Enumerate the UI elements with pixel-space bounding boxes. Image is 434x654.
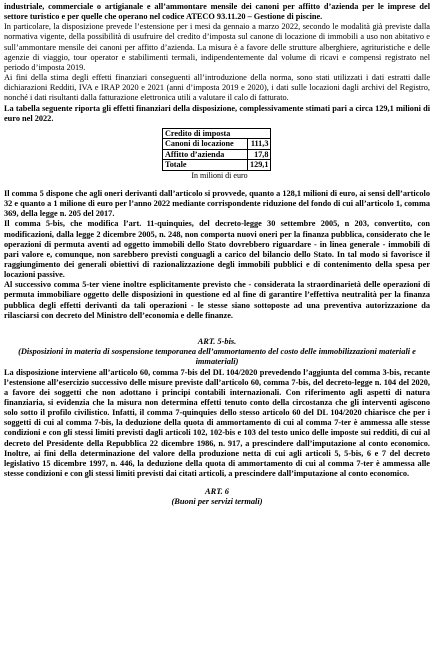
table-row-label: Affitto d’azienda [163, 149, 248, 160]
table-header-row [163, 128, 271, 139]
paragraph-comma-5-ter: Al successivo comma 5-ter viene inoltre esplicitamente previsto che - considerata la straordinarietà delle operazioni di permuta immobiliare oggetto delle disposizioni in questione ed al fine di garantire l’effettiva neutralità per la finanza pubblica degli effetti derivanti da tali operazioni - le stesse siano sottoposte ad una preventiva autorizzazione da rilasciarsi con decreto del Ministro dell’economia e delle finanze. [4, 280, 430, 320]
art-6-subtitle: (Buoni per servizi termali) [171, 497, 263, 507]
paragraph-comma-5: Il comma 5 dispone che agli oneri derivanti dall’articolo si provvede, quanto a 128,1 milioni di euro, ai sensi dell’articolo 32 e quanto a 1 milione di euro per l’anno 2022 mediante corrispondente riduzione del fondo di cui all’articolo 1, comma 369, della legge n. 205 del 2017. [4, 188, 430, 219]
art-5-bis-title: ART. 5-bis. [197, 336, 237, 346]
financial-effects-table [162, 128, 271, 171]
paragraph-tabella-intro: La tabella seguente riporta gli effetti finanziari della disposizione, complessivamente stimati pari a circa 129,1 milioni di euro nel 2022. [4, 103, 430, 123]
table-row [163, 160, 271, 171]
table-header-cell: Credito di imposta [163, 128, 248, 139]
paragraph-stima: Ai fini della stima degli effetti finanziari conseguenti all’introduzione della norma, sono stati utilizzati i dati estratti dalle dichiarazioni Redditi, IVA e IRAP 2020 e 2021 (anni d’imposta 2019 e 2020), i dati sulle locazioni dagli archivi del Registro, nonché i dati risultanti dalla fatturazione elettronica utili a valutare il calo di fatturato. [4, 73, 430, 103]
table-row-value: 17,8 [248, 149, 271, 160]
table-row-value: 111,3 [248, 139, 271, 150]
table-row [163, 139, 271, 150]
table-caption: In milioni di euro [191, 170, 248, 180]
table-row-value: 129,1 [248, 160, 271, 171]
table-row [163, 149, 271, 160]
paragraph-particolare: In particolare, la disposizione prevede l’estensione per i mesi da gennaio a marzo 2022, secondo le modalità già previste dalla normativa vigente, della possibilità di usufruire del credito d’imposta sul canone di locazione di immobili a uso non abitativo e sull’ammontare mensile dei canoni per affitto d’azienda. La misura è a favore delle strutture alberghiere, agrituristiche e delle agenzie di viaggio, tour operator e stabilimenti termali, indipendentemente dal volume di ricavi e compensi registrato nel periodo d’imposta 2019. [4, 22, 430, 72]
table-row-label: Canoni di locazione [163, 139, 248, 150]
art-5-bis-subtitle: (Disposizioni in materia di sospensione temporanea dell’ammortamento del costo delle immobilizzazioni materiali e immateriali) [18, 347, 416, 367]
paragraph-art-5-bis: La disposizione interviene all’articolo 60, comma 7-bis del DL 104/2020 prevedendo l’aggiunta del comma 3-bis, recante l’estensione all’esercizio successivo delle misure previste dall’articolo 60, comma 7-bis, del decreto-legge n. 104 del 2020, a favore dei soggetti che non adottano i principi contabili internazionali. Con riferimento agli aspetti di natura finanziaria, si evidenzia che la misura non determina effetti tenuto conto della circostanza che gli interventi agiscono solo sotto il profilo civilistico. Infatti, il comma 7-quinquies dello stesso articolo 60 del DL 104/2020 chiarisce che per i soggetti di cui al comma 7-bis, la deduzione della quota di ammortamento di cui al comma 7-ter è ammessa alle stesse condizioni e con gli stessi limiti previsti dagli articoli 102, 102-bis e 103 del testo unico delle imposte sui redditi, di cui al decreto del Presidente della Repubblica 22 dicembre 1986, n. 917, a prescindere dall’imputazione al conto economico. Inoltre, ai fini della determinazione del valore della produzione netta di cui agli articoli 5, 5-bis, 6 e 7 del decreto legislativo 15 dicembre 1997, n. 446, la deduzione della quota di ammortamento di cui al comma 7-ter è ammessa alle stesse condizioni e con gli stessi limiti previsti dai citati articoli, a prescindere dall’imputazione al conto economico. [4, 367, 430, 479]
document-page [4, 2, 430, 508]
paragraph-comma-5-bis: Il comma 5-bis, che modifica l’art. 11-quinquies, del decreto-legge 30 settembre 2005, n 203, convertito, con modificazioni, dalla legge 2 dicembre 2005, n. 248, non comporta nuovi oneri per la finanza pubblica, considerato che le operazioni di permuta aventi ad oggetto immobili dello Stato dovrebbero riguardare - in linea generale - immobili di pari valore e, comunque, non sarebbero previsti conguagli a carico del bilancio dello Stato. In tal modo si favorisce il raggiungimento dei generali obiettivi di razionalizzazione degli immobili pubblici e di contenimento della spesa per locazioni passive. [4, 219, 430, 280]
art-6-title: ART. 6 [205, 487, 229, 497]
table-row-label: Totale [163, 160, 248, 171]
paragraph-intro: industriale, commerciale o artigianale e all’ammontare mensile dei canoni per affitto d’azienda per le imprese del settore turistico e per quelle che operano nel codice ATECO 93.11.20 – Gestione di piscine. [4, 2, 430, 22]
table-header-blank [248, 128, 271, 139]
